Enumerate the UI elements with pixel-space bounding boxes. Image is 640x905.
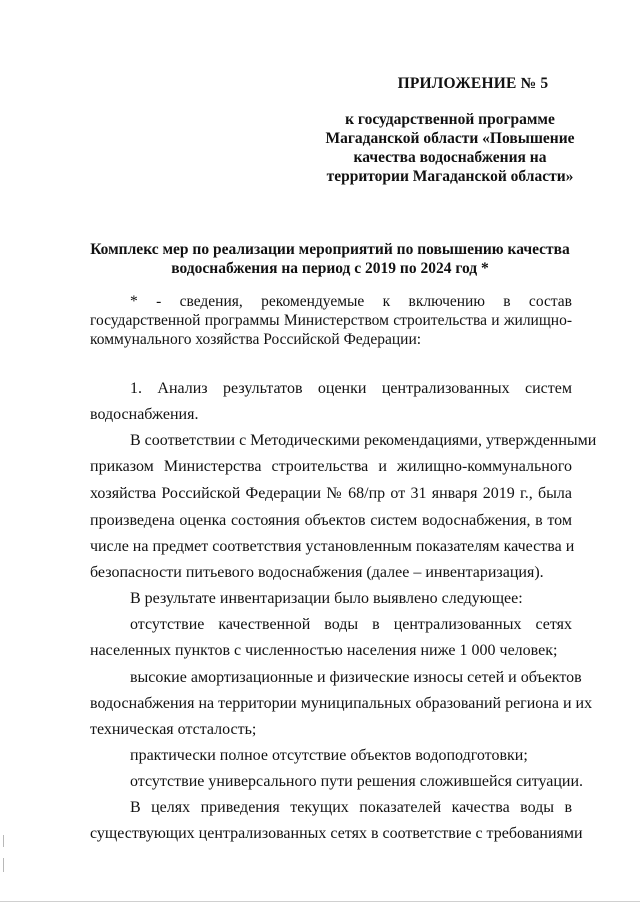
paragraph-line: хозяйства Российской Федерации № 68/пр от 31 января 2019 г., была bbox=[90, 485, 572, 502]
document-heading bbox=[80, 240, 580, 278]
heading-line: Комплекс мер по реализации мероприятий по повышению качества bbox=[90, 241, 570, 258]
appendix-line: Магаданской области «Повышение bbox=[325, 130, 575, 147]
appendix-line: территории Магаданской области» bbox=[326, 168, 574, 185]
list-item-line: техническая отсталость; bbox=[90, 721, 257, 738]
section-heading-line: водоснабжения. bbox=[90, 406, 199, 423]
paragraph-line: В соответствии с Методическими рекомендациями, утвержденными bbox=[130, 432, 597, 449]
list-item-line: населенных пунктов с численностью населения ниже 1 000 человек; bbox=[90, 642, 558, 659]
footnote-line: коммунального хозяйства Российской Федерации: bbox=[90, 331, 422, 348]
appendix-title: ПРИЛОЖЕНИЕ № 5 bbox=[397, 75, 549, 92]
paragraph-line: приказом Министерства строительства и жилищно-коммунального bbox=[90, 458, 572, 475]
list-item-line: высокие амортизационные и физические износы сетей и объектов bbox=[130, 669, 582, 686]
paragraph-line: В результате инвентаризации было выявлено следующее: bbox=[130, 590, 523, 607]
list-item-line: практически полное отсутствие объектов водоподготовки; bbox=[130, 747, 528, 764]
list-item-line: отсутствие качественной воды в централизованных сетях bbox=[130, 616, 572, 633]
paragraph-line: существующих централизованных сетях в соответствие с требованиями bbox=[90, 825, 583, 842]
paragraph-line: произведена оценка состояния объектов систем водоснабжения, в том bbox=[90, 512, 572, 529]
scan-bottom-edge bbox=[0, 901, 640, 902]
list-item-line: отсутствие универсального пути решения сложившейся ситуации. bbox=[130, 773, 584, 790]
heading-line: водоснабжения на период с 2019 по 2024 год * bbox=[171, 260, 489, 277]
paragraph-line: числе на предмет соответствия установленным показателям качества и bbox=[90, 538, 575, 555]
section-heading-line: 1. Анализ результатов оценки централизованных систем bbox=[130, 380, 572, 397]
list-item-line: водоснабжения на территории муниципальных образований региона и их bbox=[90, 695, 593, 712]
appendix-line: к государственной программе bbox=[345, 111, 555, 128]
scan-edge-mark bbox=[3, 835, 4, 847]
footnote-line: * - сведения, рекомендуемые к включению в состав bbox=[130, 293, 572, 310]
appendix-block bbox=[320, 74, 580, 186]
paragraph-line: В целях приведения текущих показателей качества воды в bbox=[130, 799, 572, 816]
footnote-line: государственной программы Министерством строительства и жилищно- bbox=[90, 312, 572, 329]
paragraph-line: безопасности питьевого водоснабжения (далее – инвентаризация). bbox=[90, 564, 544, 581]
scan-edge-mark bbox=[3, 858, 4, 872]
appendix-line: качества водоснабжения на bbox=[353, 149, 547, 166]
